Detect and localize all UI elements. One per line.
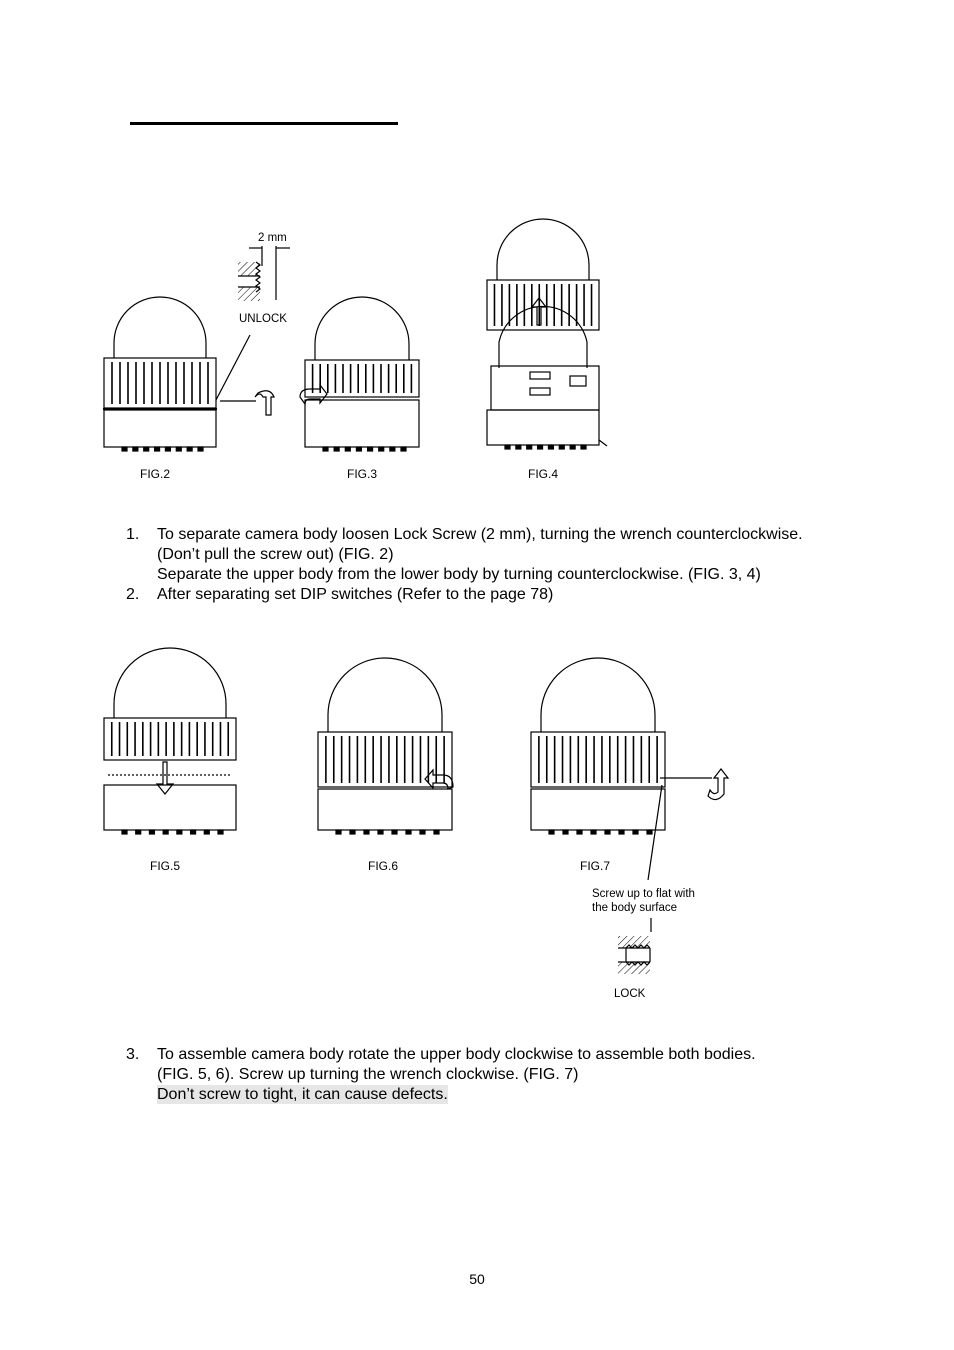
base-connector <box>548 445 553 449</box>
base-connector <box>364 830 369 834</box>
step-3 <box>126 1045 886 1065</box>
hatch-bottom <box>238 287 260 301</box>
step-1 <box>126 525 886 545</box>
dome <box>497 219 589 280</box>
base-connector <box>187 447 192 451</box>
base-connector <box>570 445 575 449</box>
dome <box>315 297 409 360</box>
base-connector <box>323 447 328 451</box>
lower-body <box>318 789 452 830</box>
lower-arrow <box>157 762 173 794</box>
step-number: 1. <box>126 526 140 543</box>
step-1-line-3: Separate the upper body from the lower body by turning counterclockwise. (FIG. 3, 4) <box>157 566 761 583</box>
chip <box>570 376 586 386</box>
step-number: 2. <box>126 586 140 603</box>
lower-body <box>531 789 665 830</box>
dome <box>328 658 442 732</box>
fig-6-label: FIG.6 <box>368 859 399 873</box>
step-2 <box>126 585 826 605</box>
fig-7-label: FIG.7 <box>580 859 611 873</box>
step-1-line-1: To separate camera body loosen Lock Screw (2 mm), turning the wrench counterclockwise. <box>157 526 803 543</box>
base-connector <box>122 447 127 451</box>
step-3-warning: Don’t screw to tight, it can cause defects. <box>157 1086 448 1103</box>
lower-body <box>104 785 236 830</box>
rotate-arrow <box>300 385 327 404</box>
step-1-line-2: (Don’t pull the screw out) (FIG. 2) <box>157 546 394 563</box>
dip-switch <box>530 372 550 379</box>
base-connector <box>379 447 384 451</box>
fig-4-label: FIG.4 <box>528 467 559 481</box>
dome <box>541 658 655 732</box>
flat-note-line1: Screw up to flat with <box>592 888 695 900</box>
dome <box>114 297 206 358</box>
cable <box>599 440 607 446</box>
base-connector <box>155 447 160 451</box>
base-connector <box>368 447 373 451</box>
fig-2-label: FIG.2 <box>140 467 171 481</box>
step-3-line-2: (FIG. 5, 6). Screw up turning the wrench clockwise. (FIG. 7) <box>157 1066 579 1083</box>
unlock-leader <box>216 335 250 400</box>
fig-5-label: FIG.5 <box>150 859 181 873</box>
base-connector <box>122 830 127 834</box>
rotate-arrow <box>708 769 728 800</box>
base-connector <box>356 447 361 451</box>
base-connector <box>218 830 223 834</box>
lower-body <box>305 400 419 447</box>
base-connector <box>177 830 182 834</box>
base-connector <box>163 830 168 834</box>
dip-switch <box>530 388 550 395</box>
base-connector <box>516 445 521 449</box>
base-connector <box>633 830 638 834</box>
inner-dome <box>499 306 587 368</box>
base-connector <box>559 445 564 449</box>
base-connector <box>577 830 582 834</box>
rotate-arrow <box>255 391 274 415</box>
lower-body <box>487 410 599 445</box>
unlock-label: UNLOCK <box>239 313 287 325</box>
base-connector <box>390 447 395 451</box>
base-connector <box>563 830 568 834</box>
base-connector <box>401 447 406 451</box>
base-connector <box>549 830 554 834</box>
base-connector <box>136 830 141 834</box>
upper-ring <box>318 732 452 787</box>
upper-ring <box>305 360 419 397</box>
dome <box>114 648 226 718</box>
base-connector <box>581 445 586 449</box>
base-connector <box>505 445 510 449</box>
step-number: 3. <box>126 1046 140 1063</box>
base-connector <box>538 445 543 449</box>
screw-size-label: 2 mm <box>258 232 287 244</box>
base-connector <box>176 447 181 451</box>
base-connector <box>619 830 624 834</box>
upper-ring <box>104 718 236 760</box>
step-3-line-1: To assemble camera body rotate the upper body clockwise to assemble both bodies. <box>157 1046 756 1063</box>
base-connector <box>392 830 397 834</box>
base-connector <box>204 830 209 834</box>
fig-3-label: FIG.3 <box>347 467 378 481</box>
base-connector <box>434 830 439 834</box>
base-connector <box>144 447 149 451</box>
base-connector <box>198 447 203 451</box>
flat-note-line2: the body surface <box>592 902 678 914</box>
lock-label: LOCK <box>614 988 646 1000</box>
base-connector <box>591 830 596 834</box>
base-connector <box>191 830 196 834</box>
base-connector <box>336 830 341 834</box>
base-connector <box>345 447 350 451</box>
base-connector <box>406 830 411 834</box>
base-connector <box>133 447 138 451</box>
base-connector <box>334 447 339 451</box>
base-connector <box>378 830 383 834</box>
base-connector <box>165 447 170 451</box>
base-connector <box>647 830 652 834</box>
rotate-arrow <box>425 770 453 789</box>
page-number: 50 <box>469 1271 485 1287</box>
step-2-line-1: After separating set DIP switches (Refer to the page 78) <box>157 586 554 603</box>
upper-ring <box>487 280 599 330</box>
lower-body <box>104 410 216 447</box>
upper-ring <box>531 732 665 787</box>
base-connector <box>527 445 532 449</box>
base-connector <box>149 830 154 834</box>
base-connector <box>350 830 355 834</box>
base-connector <box>420 830 425 834</box>
base-connector <box>605 830 610 834</box>
